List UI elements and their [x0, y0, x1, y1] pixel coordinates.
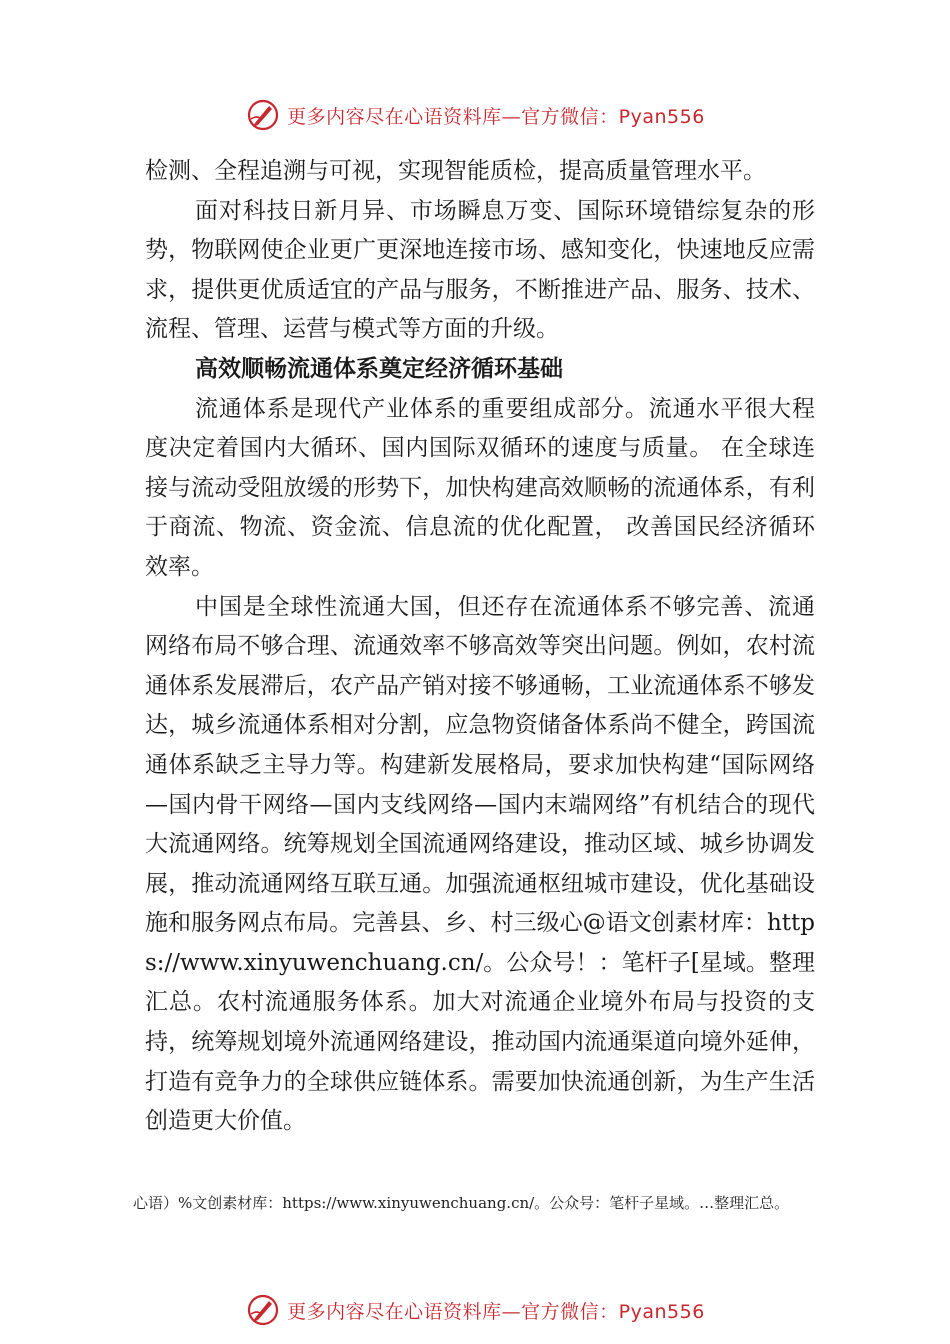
banner-label: 更多内容尽在心语资料库—官方微信： — [287, 105, 619, 128]
banner-contact: Pyan556 — [618, 105, 705, 128]
paragraph-1: 检测、全程追溯与可视，实现智能质检，提高质量管理水平。 — [145, 158, 766, 184]
banner-label: 更多内容尽在心语资料库—官方微信： — [287, 1300, 619, 1323]
paragraph-4: 中国是全球性流通大国，但还存在流通体系不够完善、流通网络布局不够合理、流通效率不够高效等突出问题。例如，农村流通体系发展滞后，农产品产销对接不够通畅，工业流通体系不够发达，城乡流通体系相对分割，应急物资储备体系尚不健全，跨国流通体系缺乏主导力等。构建新发展格局，要求加快构建“国际网络—国内骨干网络—国内支线网络—国内末端网络”有机结合的现代大流通网络。统筹规划全国流通网络建设，推动区域、城乡协调发展，推动流通网络互联互通。加强流通枢纽城市建设，优化基础设施和服务网点布局。完善县、乡、村三级心@语文创素材库：https://www.xinyuwenchuang.cn/。公众号！：笔杆子[星域。整理汇总。农村流通服务体系。加大对流通企业境外布局与投资的支持，统筹规划境外流通网络建设，推动国内流通渠道向境外延伸，打造有竞争力的全球供应链体系。需要加快流通创新，为生产生活创造更大价值。 — [145, 593, 815, 1135]
document-body — [145, 152, 815, 1142]
banner-contact: Pyan556 — [618, 1300, 705, 1323]
banner-text — [287, 102, 705, 129]
footer-banner — [0, 1290, 950, 1330]
pen-logo-icon — [245, 1292, 281, 1328]
paragraph-2: 面对科技日新月异、市场瞬息万变、国际环境错综复杂的形势，物联网使企业更广更深地连接市场、感知变化，快速地反应需求，提供更优质适宜的产品与服务，不断推进产品、服务、技术、流程、管理、运营与模式等方面的升级。 — [145, 197, 815, 343]
pen-logo-icon — [245, 97, 281, 133]
footnote: 心语）%文创素材库：https://www.xinyuwenchuang.cn/。公众号：笔杆子星域。…整理汇总。 — [133, 1194, 790, 1212]
section-heading: 高效顺畅流通体系奠定经济循环基础 — [195, 355, 563, 382]
paragraph-3: 流通体系是现代产业体系的重要组成部分。流通水平很大程度决定着国内大循环、国内国际双循环的速度与质量。 在全球连接与流动受阻放缓的形势下，加快构建高效顺畅的流通体系，有利于商流、物流、资金流、信息流的优化配置， 改善国民经济循环效率。 — [145, 395, 815, 580]
header-banner — [0, 95, 950, 135]
banner-text — [287, 1297, 705, 1324]
